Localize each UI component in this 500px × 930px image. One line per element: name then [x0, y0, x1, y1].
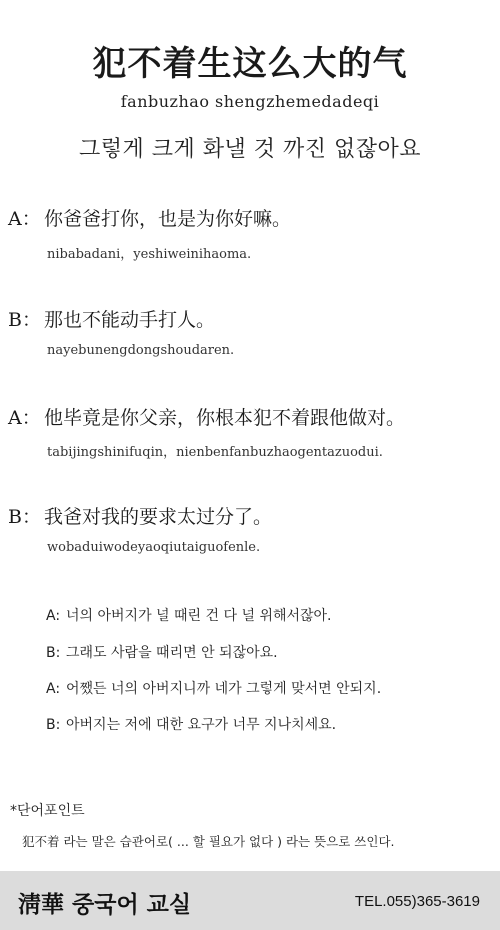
- dialogue-line: [8, 204, 291, 231]
- dialogue-pinyin: nibabadani，yeshiweinihaoma.: [47, 247, 252, 262]
- translation-line: [46, 605, 332, 625]
- footer-bar: [0, 871, 500, 930]
- dialogue-line: [8, 502, 272, 529]
- translation-line: [46, 678, 381, 698]
- translation-text: 아버지는 저에 대한 요구가 너무 지나치세요.: [66, 717, 337, 733]
- translation-text: 너의 아버지가 널 때린 건 다 널 위해서잖아.: [66, 608, 332, 624]
- speaker-label: B:: [46, 717, 61, 733]
- dialogue-line: [8, 305, 215, 332]
- phone-number: TEL.055)365-3619: [354, 893, 480, 910]
- translation-text: 그래도 사람을 때리면 안 되잖아요.: [66, 645, 278, 661]
- speaker-label: B：: [8, 309, 41, 331]
- lesson-title: 犯不着生这么大的气: [92, 44, 408, 84]
- dialogue-text: 他毕竟是你父亲，你根本犯不着跟他做对。: [44, 407, 406, 429]
- dialogue-text: 那也不能动手打人。: [44, 309, 216, 331]
- vocab-note: 犯不着 라는 말은 습관어로( ... 할 필요가 없다 ) 라는 뜻으로 쓰인다.: [22, 834, 395, 849]
- speaker-label: B：: [8, 506, 41, 528]
- dialogue-line: [8, 403, 405, 430]
- dialogue-pinyin: tabijingshinifuqin，nienbenfanbuzhaogentazuodui.: [47, 445, 383, 460]
- vocab-heading: *단어포인트: [10, 803, 85, 819]
- lesson-title-korean: 그렇게 크게 화낼 것 까진 없잖아요: [79, 137, 421, 162]
- speaker-label: A:: [46, 681, 61, 697]
- dialogue-text: 你爸爸打你，也是为你好嘛。: [44, 208, 292, 230]
- translation-line: [46, 714, 336, 734]
- translation-line: [46, 642, 278, 662]
- dialogue-pinyin: nayebunengdongshoudaren.: [47, 343, 235, 358]
- lesson-title-pinyin: fanbuzhao shengzhemedadeqi: [120, 92, 380, 111]
- brand-name: 淸華 중국어 교실: [18, 892, 192, 918]
- speaker-label: A：: [8, 208, 41, 230]
- dialogue-pinyin: wobaduiwodeyaoqiutaiguofenle.: [47, 540, 261, 555]
- speaker-label: B:: [46, 645, 61, 661]
- dialogue-text: 我爸对我的要求太过分了。: [44, 506, 273, 528]
- speaker-label: A：: [8, 407, 41, 429]
- speaker-label: A:: [46, 608, 61, 624]
- translation-text: 어쨌든 너의 아버지니까 네가 그렇게 맞서면 안되지.: [66, 681, 382, 697]
